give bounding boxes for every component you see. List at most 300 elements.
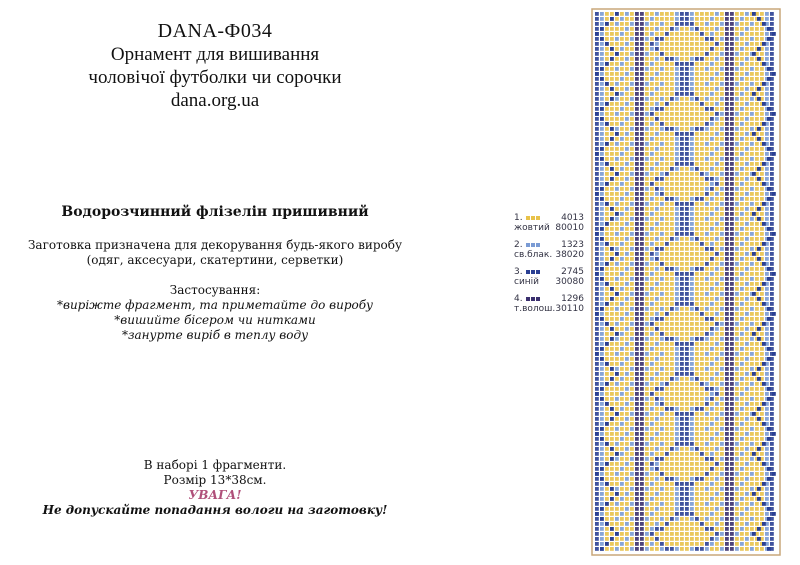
kit-info-block: [0, 458, 430, 518]
pattern-bead: [690, 482, 694, 486]
pattern-zigzag: [600, 477, 604, 481]
pattern-bead: [660, 327, 664, 331]
pattern-bead: [710, 92, 714, 96]
pattern-bead: [680, 222, 684, 226]
pattern-bead: [675, 27, 679, 31]
pattern-bead: [680, 187, 684, 191]
pattern-bead: [690, 467, 694, 471]
pattern-bead: [665, 277, 669, 281]
pattern-zigzag: [757, 497, 761, 501]
pattern-bead: [630, 182, 634, 186]
pattern-bead: [730, 337, 734, 341]
pattern-bead: [670, 457, 674, 461]
pattern-bead: [740, 312, 744, 316]
pattern-bead: [735, 367, 739, 371]
pattern-bead: [615, 312, 619, 316]
pattern-bead: [725, 112, 729, 116]
pattern-bead: [630, 117, 634, 121]
pattern-bead: [675, 407, 679, 411]
pattern-bead: [620, 492, 624, 496]
pattern-bead: [680, 402, 684, 406]
pattern-bead: [645, 272, 649, 276]
pattern-bead: [750, 322, 754, 326]
pattern-bead: [605, 407, 609, 411]
pattern-bead: [595, 302, 599, 306]
pattern-bead: [730, 342, 734, 346]
pattern-bead: [650, 62, 654, 66]
pattern-bead: [730, 407, 734, 411]
pattern-bead: [675, 427, 679, 431]
pattern-bead: [735, 57, 739, 61]
pattern-bead: [690, 252, 694, 256]
pattern-bead: [690, 57, 694, 61]
pattern-bead: [645, 127, 649, 131]
pattern-bead: [605, 512, 609, 516]
pattern-bead: [620, 302, 624, 306]
pattern-bead: [745, 227, 749, 231]
pattern-bead: [710, 197, 714, 201]
pattern-bead: [660, 257, 664, 261]
pattern-bead: [720, 57, 724, 61]
pattern-bead: [670, 442, 674, 446]
pattern-zigzag: [757, 177, 761, 181]
pattern-bead: [665, 217, 669, 221]
pattern-bead: [595, 497, 599, 501]
pattern-bead: [690, 452, 694, 456]
pattern-bead: [610, 232, 614, 236]
pattern-bead: [710, 542, 714, 546]
pattern-bead: [735, 422, 739, 426]
pattern-bead: [630, 272, 634, 276]
pattern-bead: [715, 172, 719, 176]
pattern-bead: [595, 67, 599, 71]
pattern-bead: [700, 167, 704, 171]
pattern-bead: [600, 162, 604, 166]
pattern-bead: [645, 297, 649, 301]
pattern-bead: [765, 332, 769, 336]
pattern-bead: [735, 122, 739, 126]
pattern-bead: [730, 82, 734, 86]
pattern-bead: [650, 117, 654, 121]
pattern-bead: [675, 512, 679, 516]
pattern-bead: [735, 272, 739, 276]
pattern-bead: [690, 137, 694, 141]
pattern-bead: [675, 87, 679, 91]
pattern-zigzag: [752, 132, 756, 136]
pattern-bead: [730, 222, 734, 226]
pattern-bead: [735, 447, 739, 451]
pattern-bead: [645, 87, 649, 91]
pattern-bead: [745, 452, 749, 456]
pattern-zigzag: [600, 37, 604, 41]
pattern-bead: [720, 262, 724, 266]
pattern-bead: [655, 152, 659, 156]
pattern-bead: [740, 307, 744, 311]
pattern-bead: [735, 207, 739, 211]
pattern-bead: [675, 72, 679, 76]
pattern-bead: [770, 132, 774, 136]
pattern-bead: [700, 362, 704, 366]
material-title: Водорозчинний флізелін пришивний: [61, 204, 369, 220]
pattern-bead: [595, 402, 599, 406]
pattern-bead: [750, 472, 754, 476]
pattern-bead: [610, 237, 614, 241]
pattern-bead: [705, 547, 709, 551]
pattern-bead: [720, 337, 724, 341]
pattern-bead: [735, 307, 739, 311]
pattern-bead: [740, 197, 744, 201]
pattern-bead: [770, 142, 774, 146]
pattern-bead: [620, 462, 624, 466]
pattern-bead: [600, 152, 604, 156]
pattern-bead: [595, 37, 599, 41]
pattern-bead: [650, 202, 654, 206]
pattern-bead: [665, 312, 669, 316]
pattern-bead: [655, 527, 659, 531]
pattern-bead: [655, 77, 659, 81]
pattern-zigzag: [600, 397, 604, 401]
pattern-bead: [760, 347, 764, 351]
pattern-bead: [640, 187, 644, 191]
pattern-bead: [655, 157, 659, 161]
pattern-bead: [620, 157, 624, 161]
pattern-bead: [605, 47, 609, 51]
pattern-bead: [625, 152, 629, 156]
pattern-bead: [705, 197, 709, 201]
pattern-bead: [695, 427, 699, 431]
pattern-bead: [705, 487, 709, 491]
pattern-bead: [740, 117, 744, 121]
pattern-zigzag: [767, 507, 771, 511]
pattern-bead: [650, 307, 654, 311]
pattern-bead: [770, 492, 774, 496]
pattern-bead: [750, 32, 754, 36]
pattern-bead: [640, 287, 644, 291]
pattern-bead: [660, 187, 664, 191]
pattern-bead: [725, 37, 729, 41]
pattern-bead: [740, 212, 744, 216]
pattern-bead: [695, 42, 699, 46]
pattern-bead: [720, 162, 724, 166]
pattern-bead: [630, 247, 634, 251]
pattern-bead: [740, 12, 744, 16]
pattern-zigzag: [615, 12, 619, 16]
pattern-bead: [695, 187, 699, 191]
pattern-bead: [765, 452, 769, 456]
pattern-bead: [690, 117, 694, 121]
pattern-bead: [740, 352, 744, 356]
pattern-bead: [620, 522, 624, 526]
pattern-bead: [670, 437, 674, 441]
pattern-bead: [685, 422, 689, 426]
pattern-bead: [665, 257, 669, 261]
pattern-bead: [655, 62, 659, 66]
pattern-bead: [745, 352, 749, 356]
pattern-bead: [750, 37, 754, 41]
pattern-bead: [745, 542, 749, 546]
pattern-bead: [615, 307, 619, 311]
pattern-bead: [595, 247, 599, 251]
pattern-bead: [765, 327, 769, 331]
pattern-bead: [715, 347, 719, 351]
pattern-bead: [720, 117, 724, 121]
pattern-bead: [720, 282, 724, 286]
pattern-bead: [635, 192, 639, 196]
pattern-bead: [655, 217, 659, 221]
pattern-bead: [715, 502, 719, 506]
pattern-bead: [720, 207, 724, 211]
pattern-bead: [725, 387, 729, 391]
pattern-bead: [640, 252, 644, 256]
pattern-bead: [755, 72, 759, 76]
pattern-zigzag: [595, 232, 599, 236]
pattern-bead: [735, 507, 739, 511]
pattern-bead: [680, 127, 684, 131]
pattern-bead: [710, 307, 714, 311]
pattern-bead: [710, 192, 714, 196]
pattern-bead: [645, 197, 649, 201]
pattern-bead: [720, 487, 724, 491]
pattern-bead: [625, 342, 629, 346]
pattern-bead: [710, 407, 714, 411]
pattern-bead: [720, 277, 724, 281]
pattern-bead: [625, 437, 629, 441]
pattern-bead: [750, 207, 754, 211]
pattern-bead: [695, 327, 699, 331]
pattern-bead: [770, 172, 774, 176]
legend-number: 4.: [514, 293, 523, 304]
pattern-bead: [720, 147, 724, 151]
pattern-bead: [690, 512, 694, 516]
pattern-bead: [645, 472, 649, 476]
pattern-zigzag: [600, 317, 604, 321]
pattern-bead: [665, 87, 669, 91]
pattern-bead: [690, 497, 694, 501]
pattern-bead: [760, 472, 764, 476]
pattern-bead: [605, 347, 609, 351]
pattern-bead: [610, 277, 614, 281]
pattern-bead: [765, 192, 769, 196]
pattern-bead: [680, 522, 684, 526]
pattern-bead: [720, 62, 724, 66]
pattern-bead: [705, 297, 709, 301]
pattern-bead: [655, 522, 659, 526]
pattern-bead: [675, 252, 679, 256]
pattern-bead: [725, 507, 729, 511]
pattern-bead: [670, 477, 674, 481]
pattern-bead: [765, 412, 769, 416]
pattern-bead: [650, 372, 654, 376]
pattern-bead: [595, 412, 599, 416]
pattern-bead: [725, 157, 729, 161]
pattern-bead: [735, 12, 739, 16]
pattern-bead: [730, 287, 734, 291]
pattern-bead: [640, 442, 644, 446]
pattern-bead: [645, 162, 649, 166]
pattern-bead: [760, 357, 764, 361]
pattern-bead: [685, 347, 689, 351]
pattern-bead: [745, 402, 749, 406]
pattern-bead: [640, 537, 644, 541]
pattern-bead: [725, 462, 729, 466]
pattern-bead: [630, 442, 634, 446]
pattern-bead: [665, 492, 669, 496]
pattern-bead: [615, 457, 619, 461]
pattern-bead: [640, 457, 644, 461]
pattern-bead: [710, 377, 714, 381]
pattern-bead: [650, 477, 654, 481]
pattern-bead: [615, 82, 619, 86]
pattern-bead: [740, 272, 744, 276]
pattern-bead: [675, 177, 679, 181]
pattern-bead: [730, 262, 734, 266]
pattern-bead: [620, 362, 624, 366]
pattern-bead: [665, 502, 669, 506]
pattern-zigzag: [762, 522, 766, 526]
pattern-bead: [670, 347, 674, 351]
pattern-bead: [770, 372, 774, 376]
pattern-bead: [615, 222, 619, 226]
pattern-bead: [640, 297, 644, 301]
pattern-bead: [740, 492, 744, 496]
pattern-bead: [740, 277, 744, 281]
pattern-bead: [750, 317, 754, 321]
pattern-bead: [640, 517, 644, 521]
pattern-bead: [725, 162, 729, 166]
pattern-bead: [625, 32, 629, 36]
color-swatch: [531, 216, 535, 220]
pattern-bead: [605, 192, 609, 196]
pattern-bead: [715, 62, 719, 66]
pattern-bead: [670, 412, 674, 416]
pattern-bead: [640, 117, 644, 121]
pattern-bead: [710, 537, 714, 541]
pattern-bead: [760, 192, 764, 196]
pattern-bead: [760, 172, 764, 176]
pattern-bead: [665, 142, 669, 146]
pattern-bead: [730, 352, 734, 356]
pattern-bead: [675, 382, 679, 386]
pattern-bead: [605, 247, 609, 251]
pattern-bead: [655, 247, 659, 251]
pattern-bead: [735, 82, 739, 86]
pattern-bead: [740, 127, 744, 131]
pattern-bead: [715, 22, 719, 26]
pattern-bead: [625, 332, 629, 336]
pattern-zigzag: [610, 327, 614, 331]
pattern-zigzag: [600, 427, 604, 431]
pattern-bead: [655, 467, 659, 471]
pattern-bead: [615, 537, 619, 541]
pattern-bead: [705, 472, 709, 476]
pattern-bead: [620, 487, 624, 491]
pattern-bead: [710, 212, 714, 216]
pattern-bead: [655, 517, 659, 521]
pattern-bead: [745, 432, 749, 436]
pattern-bead: [730, 107, 734, 111]
pattern-bead: [615, 387, 619, 391]
pattern-bead: [625, 157, 629, 161]
pattern-bead: [620, 372, 624, 376]
pattern-bead: [750, 387, 754, 391]
pattern-bead: [720, 362, 724, 366]
pattern-bead: [600, 407, 604, 411]
usage-step: *занурте виріб в теплу воду: [121, 328, 309, 342]
pattern-bead: [680, 487, 684, 491]
pattern-bead: [605, 257, 609, 261]
pattern-bead: [725, 177, 729, 181]
pattern-bead: [625, 542, 629, 546]
pattern-bead: [640, 332, 644, 336]
pattern-bead: [730, 197, 734, 201]
pattern-bead: [690, 12, 694, 16]
pattern-bead: [670, 312, 674, 316]
pattern-bead: [645, 102, 649, 106]
pattern-bead: [655, 537, 659, 541]
pattern-bead: [630, 112, 634, 116]
pattern-bead: [620, 377, 624, 381]
pattern-bead: [765, 407, 769, 411]
pattern-bead: [620, 467, 624, 471]
pattern-bead: [705, 12, 709, 16]
pattern-bead: [685, 202, 689, 206]
pattern-bead: [710, 372, 714, 376]
pattern-bead: [745, 342, 749, 346]
pattern-bead: [655, 357, 659, 361]
pattern-bead: [615, 477, 619, 481]
pattern-zigzag: [757, 167, 761, 171]
pattern-bead: [650, 522, 654, 526]
pattern-bead: [645, 212, 649, 216]
pattern-bead: [615, 407, 619, 411]
pattern-bead: [670, 237, 674, 241]
pattern-bead: [650, 382, 654, 386]
pattern-bead: [735, 442, 739, 446]
pattern-zigzag: [752, 252, 756, 256]
pattern-bead: [665, 202, 669, 206]
pattern-bead: [705, 212, 709, 216]
pattern-bead: [735, 67, 739, 71]
pattern-bead: [680, 12, 684, 16]
pattern-bead: [730, 387, 734, 391]
pattern-bead: [700, 277, 704, 281]
pattern-bead: [740, 237, 744, 241]
pattern-bead: [750, 177, 754, 181]
pattern-bead: [725, 272, 729, 276]
pattern-zigzag: [610, 367, 614, 371]
pattern-bead: [680, 477, 684, 481]
pattern-bead: [680, 397, 684, 401]
pattern-bead: [625, 212, 629, 216]
pattern-bead: [610, 382, 614, 386]
pattern-bead: [670, 452, 674, 456]
pattern-bead: [700, 317, 704, 321]
pattern-bead: [610, 147, 614, 151]
pattern-bead: [595, 287, 599, 291]
usage-title: Застосування:: [169, 283, 261, 297]
pattern-bead: [605, 532, 609, 536]
pattern-bead: [685, 167, 689, 171]
pattern-bead: [725, 522, 729, 526]
pattern-bead: [770, 382, 774, 386]
pattern-bead: [715, 487, 719, 491]
pattern-bead: [675, 457, 679, 461]
pattern-bead: [705, 507, 709, 511]
legend-code-b: 30080: [555, 277, 584, 287]
pattern-bead: [610, 262, 614, 266]
site-link[interactable]: dana.org.ua: [170, 90, 260, 111]
pattern-bead: [615, 137, 619, 141]
